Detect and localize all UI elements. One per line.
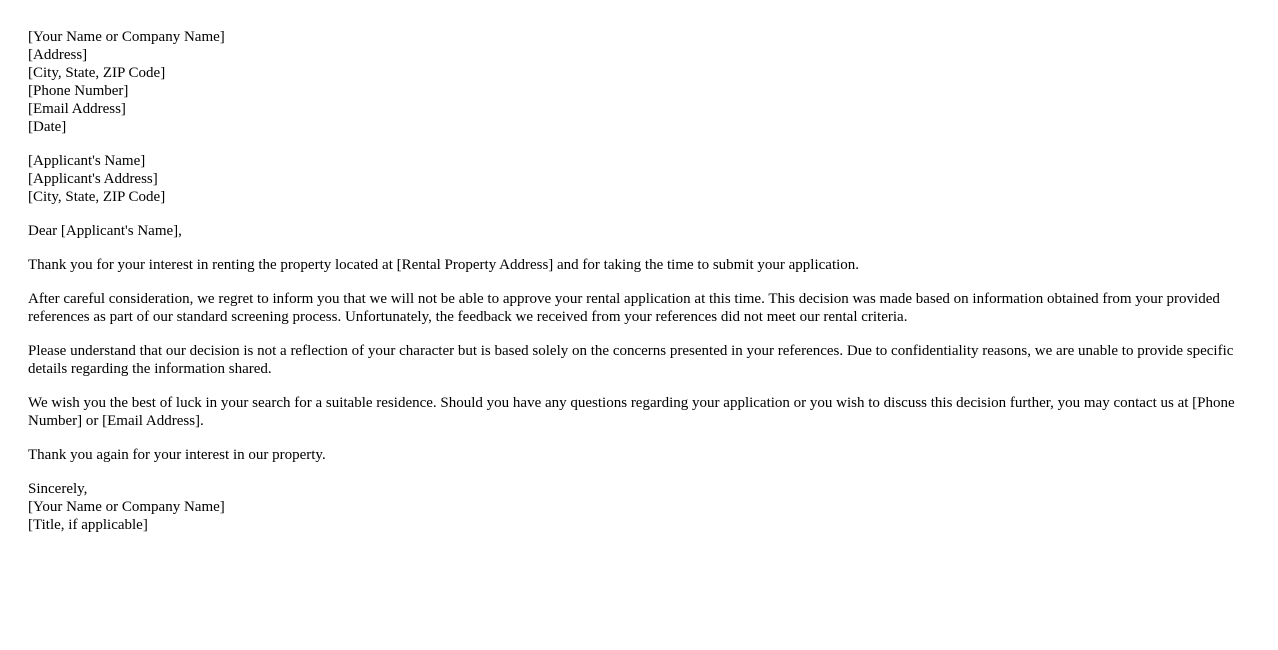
signer-name: [Your Name or Company Name]	[28, 499, 225, 515]
signer-title: [Title, if applicable]	[28, 517, 148, 533]
sender-name: [Your Name or Company Name]	[28, 29, 225, 45]
recipient-city-state-zip: [City, State, ZIP Code]	[28, 189, 166, 205]
letter-document	[28, 28, 1250, 550]
sender-email: [Email Address]	[28, 101, 126, 117]
recipient-name: [Applicant's Name]	[28, 153, 146, 169]
valediction: Sincerely,	[28, 481, 88, 497]
sender-block	[28, 28, 1250, 136]
closing-block	[28, 480, 1250, 534]
body-paragraph-4: We wish you the best of luck in your search for a suitable residence. Should you have any questions regarding your application or you wish to discuss this decision further, you may contact us at [Phone Number] or [Email Address].	[28, 395, 1235, 429]
sender-phone: [Phone Number]	[28, 83, 129, 99]
salutation: Dear [Applicant's Name],	[28, 223, 182, 239]
letter-date: [Date]	[28, 119, 67, 135]
body-paragraph-2: After careful consideration, we regret to inform you that we will not be able to approve your rental application at this time. This decision was made based on information obtained from your provided references as part of our standard screening process. Unfortunately, the feedback we received from your references did not meet our rental criteria.	[28, 291, 1220, 325]
body-paragraph-5: Thank you again for your interest in our property.	[28, 447, 326, 463]
recipient-address: [Applicant's Address]	[28, 171, 158, 187]
sender-address: [Address]	[28, 47, 88, 63]
recipient-block	[28, 152, 1250, 206]
body-paragraph-3: Please understand that our decision is not a reflection of your character but is based solely on the concerns presented in your references. Due to confidentiality reasons, we are unable to provide specific details regarding the information shared.	[28, 343, 1234, 377]
sender-city-state-zip: [City, State, ZIP Code]	[28, 65, 166, 81]
body-paragraph-1: Thank you for your interest in renting the property located at [Rental Property Address] and for taking the time to submit your application.	[28, 257, 860, 273]
